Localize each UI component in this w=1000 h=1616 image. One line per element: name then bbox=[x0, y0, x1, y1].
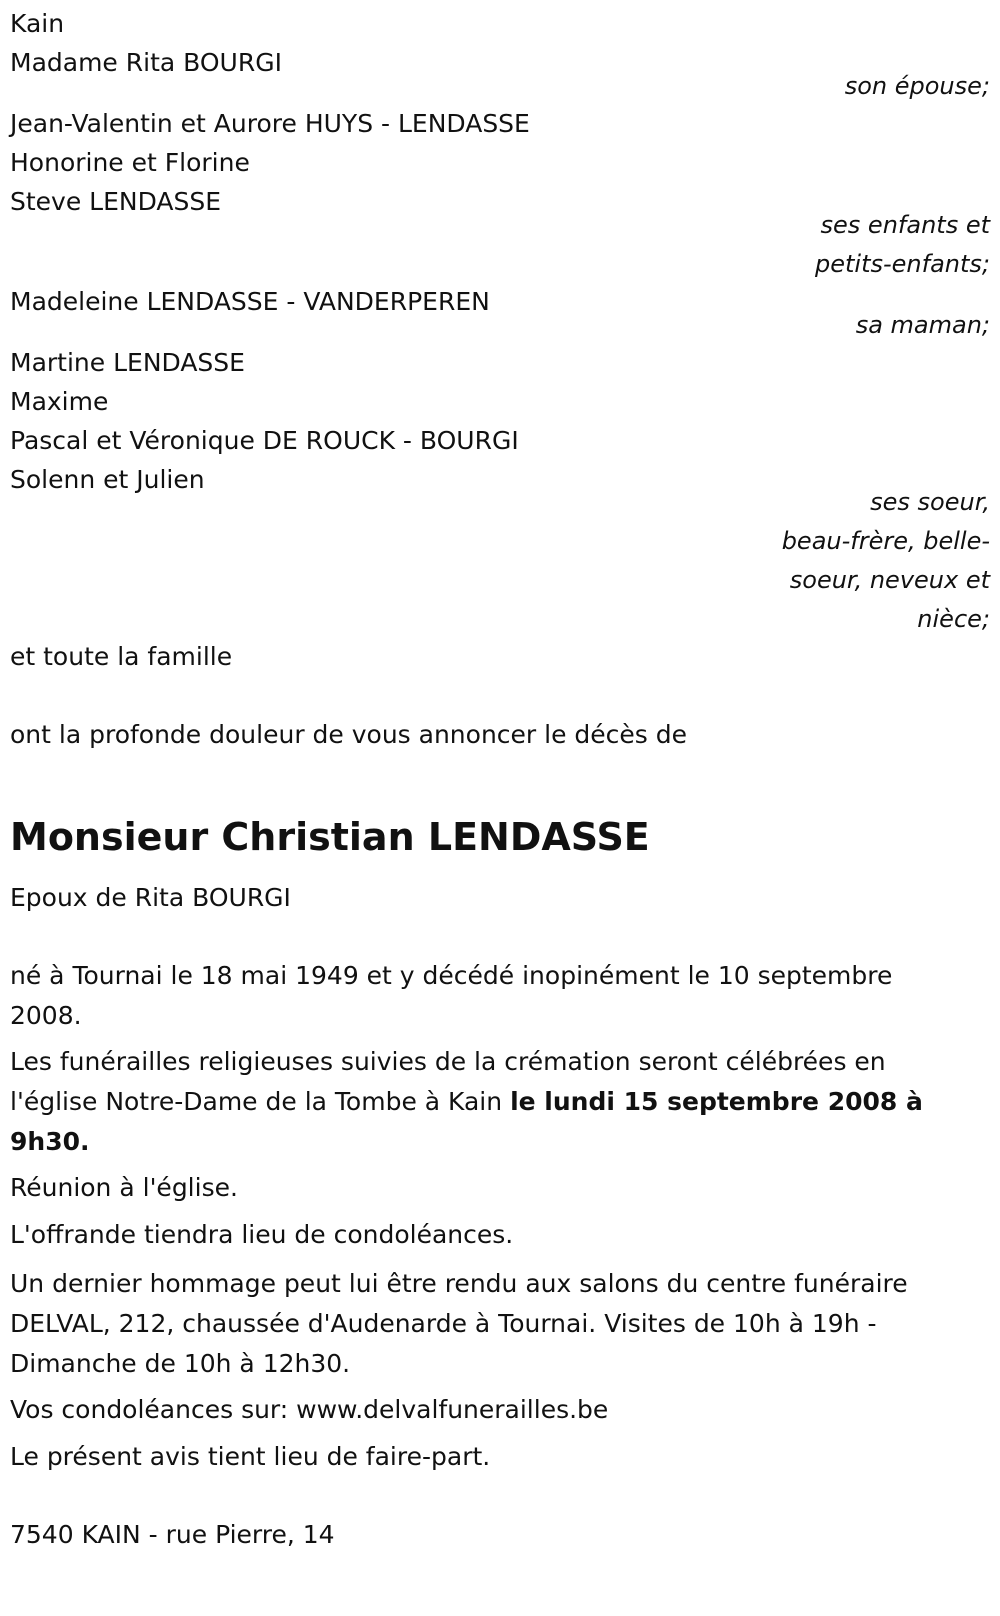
child-name: Jean-Valentin et Aurore HUYS - LENDASSE bbox=[10, 109, 530, 138]
siblings-relation: ses soeur, bbox=[870, 488, 990, 516]
funeral-text bbox=[10, 1042, 970, 1162]
spouse-of: Epoux de Rita BOURGI bbox=[10, 883, 291, 912]
siblings-relation: beau-frère, belle- bbox=[781, 527, 990, 555]
condolences-text: Vos condoléances sur: www.delvalfunerailles.be bbox=[10, 1395, 609, 1424]
child-name: Steve LENDASSE bbox=[10, 187, 222, 216]
funeral-date: le lundi 15 septembre 2008 à 9h30. bbox=[10, 1087, 923, 1156]
sibling-name: Maxime bbox=[10, 387, 109, 416]
siblings-relation: soeur, neveux et bbox=[789, 566, 990, 594]
siblings-relation: nièce; bbox=[917, 605, 990, 633]
place-label: Kain bbox=[10, 9, 65, 38]
announcement-text: ont la profonde douleur de vous annoncer le décès de bbox=[10, 720, 688, 749]
spouse-name: Madame Rita BOURGI bbox=[10, 48, 282, 77]
child-name: Honorine et Florine bbox=[10, 148, 250, 177]
funeral-text-start: Les funérailles religieuses suivies de la crémation seront célébrées en l'église Notre-Dame de la Tombe à Kain bbox=[10, 1047, 886, 1116]
sibling-name: Martine LENDASSE bbox=[10, 348, 245, 377]
mother-relation: sa maman; bbox=[855, 311, 990, 339]
offering-text: L'offrande tiendra lieu de condoléances. bbox=[10, 1220, 514, 1249]
deceased-name: Monsieur Christian LENDASSE bbox=[10, 815, 650, 859]
address-text: 7540 KAIN - rue Pierre, 14 bbox=[10, 1520, 335, 1549]
rest-of-family: et toute la famille bbox=[10, 642, 233, 671]
spouse-relation: son épouse; bbox=[844, 72, 990, 100]
children-relation: petits-enfants; bbox=[815, 250, 990, 278]
sibling-name: Solenn et Julien bbox=[10, 465, 205, 494]
notice-text: Le présent avis tient lieu de faire-part. bbox=[10, 1442, 491, 1471]
birth-death-text: né à Tournai le 18 mai 1949 et y décédé inopinément le 10 septembre 2008. bbox=[10, 961, 893, 1030]
mother-name: Madeleine LENDASSE - VANDERPEREN bbox=[10, 287, 490, 316]
meeting-text: Réunion à l'église. bbox=[10, 1173, 238, 1202]
sibling-name: Pascal et Véronique DE ROUCK - BOURGI bbox=[10, 426, 519, 455]
tribute-text: Un dernier hommage peut lui être rendu aux salons du centre funéraire DELVAL, 212, chaussée d'Audenarde à Tournai. Visites de 10h à 19h - Dimanche de 10h à 12h30. bbox=[10, 1269, 908, 1378]
children-relation: ses enfants et bbox=[820, 211, 990, 239]
